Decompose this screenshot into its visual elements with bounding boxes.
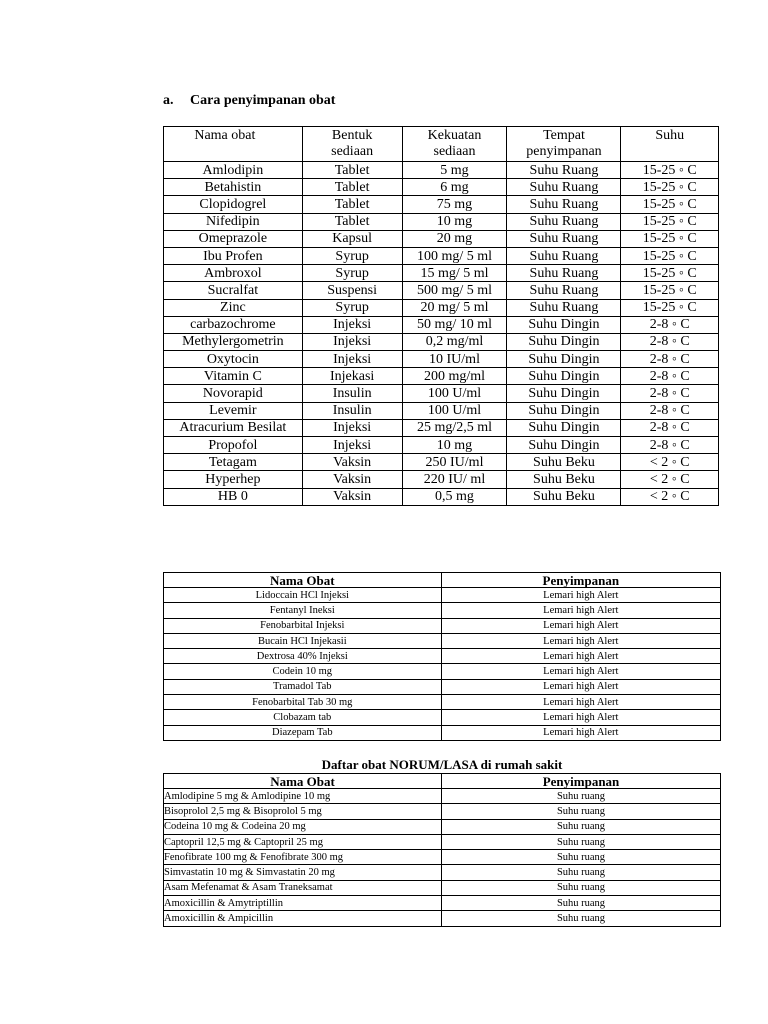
table-row <box>164 880 721 895</box>
table-cell: Suhu ruang <box>442 911 721 926</box>
lasa-table-header <box>164 774 721 789</box>
table-row <box>164 789 721 804</box>
table-cell: 15-25 ◦ C <box>621 179 719 196</box>
table-row <box>164 618 721 633</box>
table-cell: 2-8 ◦ C <box>621 333 719 350</box>
table-row <box>164 679 721 694</box>
table-cell: 100 mg/ 5 ml <box>402 247 507 264</box>
table-cell: Tramadol Tab <box>164 679 442 694</box>
table-cell: 5 mg <box>402 162 507 179</box>
table-cell: 50 mg/ 10 ml <box>402 316 507 333</box>
table-cell: Injekasi <box>302 368 402 385</box>
table-cell: Simvastatin 10 mg & Simvastatin 20 mg <box>164 865 442 880</box>
header-nama-obat: Nama Obat <box>164 573 442 588</box>
table-cell: Fentanyl Ineksi <box>164 603 442 618</box>
table-row <box>164 196 719 213</box>
high-alert-table <box>163 572 721 741</box>
table-cell: Suhu Ruang <box>507 247 621 264</box>
table-row <box>164 834 721 849</box>
table-cell: Insulin <box>302 402 402 419</box>
table-row <box>164 265 719 282</box>
table-row <box>164 316 719 333</box>
table-row <box>164 804 721 819</box>
table-cell: Vitamin C <box>164 368 303 385</box>
table-row <box>164 419 719 436</box>
table-row <box>164 664 721 679</box>
table-cell: Insulin <box>302 385 402 402</box>
table-cell: Propofol <box>164 437 303 454</box>
table-row <box>164 351 719 368</box>
table-cell: Lemari high Alert <box>441 725 720 740</box>
table-cell: Injeksi <box>302 351 402 368</box>
header-penyimpanan: Penyimpanan <box>441 573 720 588</box>
table-row <box>164 282 719 299</box>
storage-table-header <box>164 127 719 162</box>
table-cell: Syrup <box>302 247 402 264</box>
header-suhu: Suhu <box>621 127 719 162</box>
table-row <box>164 603 721 618</box>
table-cell: Syrup <box>302 265 402 282</box>
table-cell: 0,5 mg <box>402 488 507 505</box>
table-cell: 10 mg <box>402 437 507 454</box>
table-row <box>164 471 719 488</box>
header-kekuatan-sediaan: Kekuatan sediaan <box>402 127 507 162</box>
table-cell: Levemir <box>164 402 303 419</box>
table-cell: 250 IU/ml <box>402 454 507 471</box>
table-cell: Clobazam tab <box>164 710 442 725</box>
table-cell: Suhu ruang <box>442 896 721 911</box>
table-cell: Tablet <box>302 179 402 196</box>
table-cell: Lemari high Alert <box>441 679 720 694</box>
section-letter: a. <box>163 93 174 108</box>
table-cell: Atracurium Besilat <box>164 419 303 436</box>
table-cell: < 2 ◦ C <box>621 454 719 471</box>
table-cell: Tablet <box>302 196 402 213</box>
table-cell: Injeksi <box>302 333 402 350</box>
table-cell: carbazochrome <box>164 316 303 333</box>
table-cell: Injeksi <box>302 316 402 333</box>
table-cell: Betahistin <box>164 179 303 196</box>
table-cell: Bucain HCl Injekasii <box>164 633 442 648</box>
table-cell: Lemari high Alert <box>441 664 720 679</box>
table-cell: 10 mg <box>402 213 507 230</box>
table-cell: 2-8 ◦ C <box>621 385 719 402</box>
table-cell: Fenobarbital Injeksi <box>164 618 442 633</box>
table-cell: Fenobarbital Tab 30 mg <box>164 695 442 710</box>
table-cell: Amlodipin <box>164 162 303 179</box>
table-cell: 200 mg/ml <box>402 368 507 385</box>
table-row <box>164 402 719 419</box>
table-cell: 20 mg/ 5 ml <box>402 299 507 316</box>
table-cell: Suhu Dingin <box>507 419 621 436</box>
table-cell: Nifedipin <box>164 213 303 230</box>
table-cell: Suhu Dingin <box>507 333 621 350</box>
high-alert-table-header <box>164 573 721 588</box>
table-cell: Captopril 12,5 mg & Captopril 25 mg <box>164 834 442 849</box>
table-cell: Suhu Ruang <box>507 230 621 247</box>
table-cell: Suhu Ruang <box>507 179 621 196</box>
table-cell: 10 IU/ml <box>402 351 507 368</box>
table-cell: 15-25 ◦ C <box>621 247 719 264</box>
table-cell: Injeksi <box>302 437 402 454</box>
table-row <box>164 865 721 880</box>
table-row <box>164 710 721 725</box>
header-bentuk-sediaan: Bentuk sediaan <box>302 127 402 162</box>
table-cell: Suhu ruang <box>442 880 721 895</box>
table-cell: 2-8 ◦ C <box>621 437 719 454</box>
storage-table <box>163 126 719 506</box>
table-cell: 75 mg <box>402 196 507 213</box>
table-cell: Suhu Dingin <box>507 437 621 454</box>
table-cell: Lemari high Alert <box>441 695 720 710</box>
table-cell: 500 mg/ 5 ml <box>402 282 507 299</box>
table-row <box>164 488 719 505</box>
table-cell: Suhu ruang <box>442 850 721 865</box>
table-cell: 25 mg/2,5 ml <box>402 419 507 436</box>
header-nama-obat: Nama obat <box>164 127 303 162</box>
table-cell: 2-8 ◦ C <box>621 316 719 333</box>
table-cell: Suhu ruang <box>442 804 721 819</box>
table-row <box>164 385 719 402</box>
table-cell: Suhu Beku <box>507 488 621 505</box>
table-cell: Ibu Profen <box>164 247 303 264</box>
table-cell: Codein 10 mg <box>164 664 442 679</box>
table-cell: Vaksin <box>302 488 402 505</box>
section-title: Cara penyimpanan obat <box>190 93 336 108</box>
table-cell: Suhu ruang <box>442 819 721 834</box>
table-cell: Vaksin <box>302 471 402 488</box>
table-row <box>164 179 719 196</box>
table-cell: Lemari high Alert <box>441 603 720 618</box>
table-cell: Lidoccain HCl Injeksi <box>164 588 442 603</box>
table-cell: Dextrosa 40% Injeksi <box>164 649 442 664</box>
table-cell: Codeina 10 mg & Codeina 20 mg <box>164 819 442 834</box>
table-cell: Suhu Ruang <box>507 162 621 179</box>
table-cell: Lemari high Alert <box>441 649 720 664</box>
table-cell: Lemari high Alert <box>441 588 720 603</box>
table-cell: 0,2 mg/ml <box>402 333 507 350</box>
table-cell: Lemari high Alert <box>441 633 720 648</box>
table-row <box>164 333 719 350</box>
lasa-title: Daftar obat NORUM/LASA di rumah sakit <box>321 757 563 772</box>
table-cell: 15-25 ◦ C <box>621 282 719 299</box>
table-cell: Suhu ruang <box>442 834 721 849</box>
table-row <box>164 247 719 264</box>
table-cell: Suhu Dingin <box>507 351 621 368</box>
table-cell: 2-8 ◦ C <box>621 419 719 436</box>
table-cell: Suspensi <box>302 282 402 299</box>
table-cell: Suhu Ruang <box>507 299 621 316</box>
table-cell: Syrup <box>302 299 402 316</box>
table-cell: < 2 ◦ C <box>621 488 719 505</box>
table-cell: Suhu Beku <box>507 454 621 471</box>
table-cell: Novorapid <box>164 385 303 402</box>
table-cell: < 2 ◦ C <box>621 471 719 488</box>
table-cell: 15-25 ◦ C <box>621 196 719 213</box>
table-cell: Lemari high Alert <box>441 618 720 633</box>
table-cell: Bisoprolol 2,5 mg & Bisoprolol 5 mg <box>164 804 442 819</box>
table-cell: 15-25 ◦ C <box>621 265 719 282</box>
table-row <box>164 649 721 664</box>
table-cell: Suhu Ruang <box>507 196 621 213</box>
header-tempat-penyimpanan: Tempat penyimpanan <box>507 127 621 162</box>
table-row <box>164 213 719 230</box>
header-nama-obat: Nama Obat <box>164 774 442 789</box>
table-row <box>164 896 721 911</box>
table-cell: 15-25 ◦ C <box>621 230 719 247</box>
table-cell: Omeprazole <box>164 230 303 247</box>
table-cell: 2-8 ◦ C <box>621 402 719 419</box>
table-cell: 15 mg/ 5 ml <box>402 265 507 282</box>
table-cell: 220 IU/ ml <box>402 471 507 488</box>
table-cell: Tablet <box>302 162 402 179</box>
table-cell: 100 U/ml <box>402 402 507 419</box>
table-row <box>164 725 721 740</box>
table-row <box>164 695 721 710</box>
table-row <box>164 230 719 247</box>
table-cell: Suhu ruang <box>442 865 721 880</box>
table-cell: Amoxicillin & Ampicillin <box>164 911 442 926</box>
table-cell: Vaksin <box>302 454 402 471</box>
table-row <box>164 633 721 648</box>
table-row <box>164 454 719 471</box>
table-cell: Suhu Ruang <box>507 265 621 282</box>
table-cell: 15-25 ◦ C <box>621 213 719 230</box>
table-cell: Amoxicillin & Amytriptillin <box>164 896 442 911</box>
table-cell: 2-8 ◦ C <box>621 351 719 368</box>
table-cell: Suhu Beku <box>507 471 621 488</box>
table-cell: Sucralfat <box>164 282 303 299</box>
table-row <box>164 162 719 179</box>
table-cell: Suhu Ruang <box>507 213 621 230</box>
table-row <box>164 437 719 454</box>
table-cell: Suhu Dingin <box>507 385 621 402</box>
table-cell: 20 mg <box>402 230 507 247</box>
table-cell: Asam Mefenamat & Asam Traneksamat <box>164 880 442 895</box>
table-row <box>164 368 719 385</box>
table-cell: Amlodipine 5 mg & Amlodipine 10 mg <box>164 789 442 804</box>
table-cell: 2-8 ◦ C <box>621 368 719 385</box>
table-cell: Fenofibrate 100 mg & Fenofibrate 300 mg <box>164 850 442 865</box>
table-cell: HB 0 <box>164 488 303 505</box>
header-penyimpanan: Penyimpanan <box>442 774 721 789</box>
table-cell: Suhu Dingin <box>507 402 621 419</box>
table-cell: Methylergometrin <box>164 333 303 350</box>
table-cell: 100 U/ml <box>402 385 507 402</box>
table-row <box>164 588 721 603</box>
table-cell: Suhu Ruang <box>507 282 621 299</box>
table-cell: Tetagam <box>164 454 303 471</box>
section-heading <box>163 93 335 109</box>
table-cell: 6 mg <box>402 179 507 196</box>
lasa-table <box>163 773 721 927</box>
table-cell: Suhu Dingin <box>507 368 621 385</box>
table-cell: Suhu ruang <box>442 789 721 804</box>
table-cell: Suhu Dingin <box>507 316 621 333</box>
table-row <box>164 819 721 834</box>
table-row <box>164 850 721 865</box>
table-cell: Lemari high Alert <box>441 710 720 725</box>
table-cell: Injeksi <box>302 419 402 436</box>
table-cell: Oxytocin <box>164 351 303 368</box>
table-cell: Diazepam Tab <box>164 725 442 740</box>
table-row <box>164 911 721 926</box>
table-cell: Ambroxol <box>164 265 303 282</box>
table-row <box>164 299 719 316</box>
table-cell: 15-25 ◦ C <box>621 162 719 179</box>
table-cell: Zinc <box>164 299 303 316</box>
table-cell: Kapsul <box>302 230 402 247</box>
table-cell: Clopidogrel <box>164 196 303 213</box>
table-cell: 15-25 ◦ C <box>621 299 719 316</box>
table-cell: Tablet <box>302 213 402 230</box>
table-cell: Hyperhep <box>164 471 303 488</box>
